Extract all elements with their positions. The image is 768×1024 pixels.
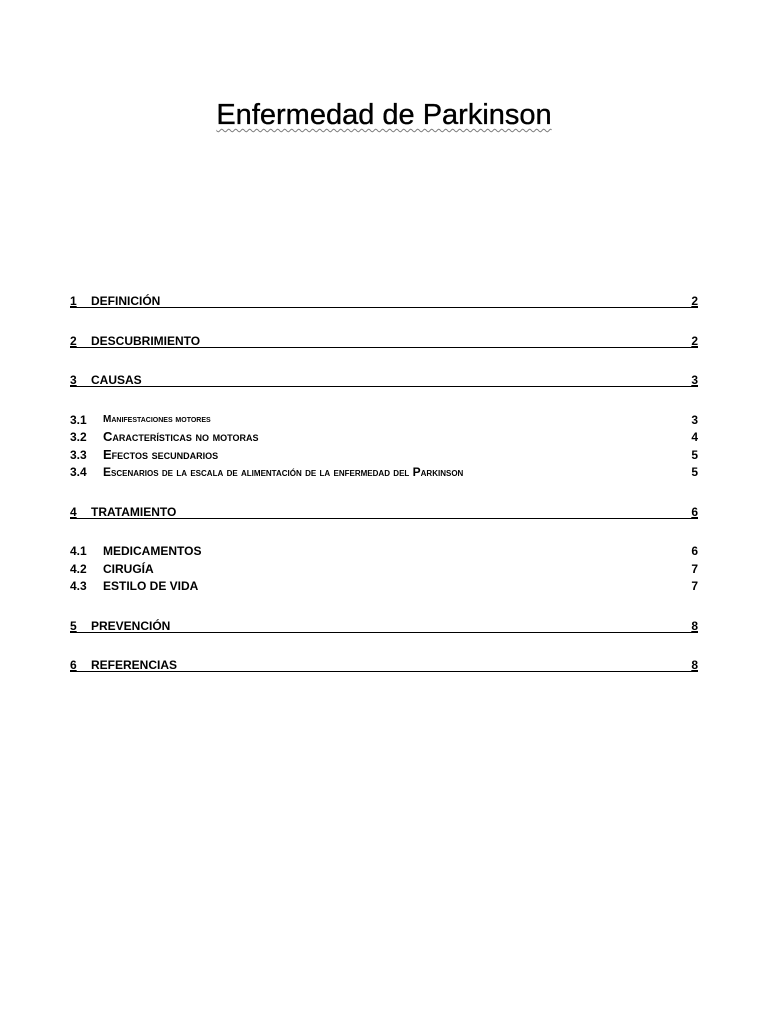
toc-entry-label: TRATAMIENTO	[91, 505, 177, 519]
toc-entry-page: 7	[691, 562, 698, 576]
toc-entry-page: 8	[691, 658, 698, 672]
toc-entry-number: 6	[70, 658, 77, 672]
toc-entry-label: Escenarios de la escala de alimentación de la enfermedad del Parkinson	[103, 465, 464, 479]
toc-entry-descubrimiento[interactable]	[70, 333, 698, 348]
toc-entry-number: 5	[70, 619, 77, 633]
toc-entry-label: CAUSAS	[91, 373, 142, 387]
document-title-text: Enfermedad de Parkinson	[216, 99, 552, 131]
toc-entry-escenarios-escala[interactable]	[70, 464, 698, 480]
toc-entry-tratamiento[interactable]	[70, 504, 698, 519]
toc-entry-label: Características no motoras	[103, 429, 259, 444]
toc-entry-number: 3.4	[70, 465, 87, 479]
toc-entry-label: Manifestaciones motores	[103, 414, 211, 425]
toc-entry-manifestaciones-motores[interactable]	[70, 412, 698, 428]
toc-entry-number: 3.2	[70, 430, 87, 444]
toc-entry-label: REFERENCIAS	[91, 658, 178, 672]
toc-entry-page: 5	[691, 448, 698, 462]
toc-entry-label: CIRUGÍA	[103, 562, 154, 576]
toc-entry-number: 4.1	[70, 544, 87, 558]
toc-entry-label: Efectos secundarios	[103, 447, 219, 462]
toc-entry-causas[interactable]	[70, 372, 698, 387]
toc-entry-definicion[interactable]	[70, 293, 698, 308]
toc-entry-referencias[interactable]	[70, 657, 698, 672]
toc-entry-label: PREVENCIÓN	[91, 619, 171, 633]
toc-entry-number: 3.3	[70, 448, 87, 462]
toc-entry-page: 8	[691, 619, 698, 633]
toc-entry-efectos-secundarios[interactable]	[70, 447, 698, 463]
toc-entry-page: 2	[691, 334, 698, 348]
toc-entry-label: MEDICAMENTOS	[103, 544, 202, 558]
toc-entry-page: 2	[691, 294, 698, 308]
toc-entry-number: 2	[70, 334, 77, 348]
toc-entry-page: 5	[691, 465, 698, 479]
toc-entry-cirugia[interactable]	[70, 561, 698, 577]
toc-entry-prevencion[interactable]	[70, 618, 698, 633]
document-title	[0, 97, 768, 133]
toc-entry-caracteristicas-no-motoras[interactable]	[70, 429, 698, 445]
toc-entry-page: 3	[691, 413, 698, 427]
toc-entry-number: 4	[70, 505, 77, 519]
toc-entry-estilo-de-vida[interactable]	[70, 578, 698, 594]
toc-entry-page: 4	[691, 430, 698, 444]
toc-entry-label: DESCUBRIMIENTO	[91, 334, 201, 348]
toc-entry-number: 3.1	[70, 413, 87, 427]
toc-entry-label: DEFINICIÓN	[91, 294, 161, 308]
toc-entry-label: ESTILO DE VIDA	[103, 579, 199, 593]
toc-entry-medicamentos[interactable]	[70, 543, 698, 559]
toc-entry-page: 6	[691, 544, 698, 558]
toc-entry-page: 3	[691, 373, 698, 387]
toc-entry-number: 3	[70, 373, 77, 387]
toc-entry-number: 4.2	[70, 562, 87, 576]
toc-entry-number: 4.3	[70, 579, 87, 593]
toc-entry-page: 7	[691, 579, 698, 593]
toc-entry-page: 6	[691, 505, 698, 519]
toc-entry-number: 1	[70, 294, 77, 308]
